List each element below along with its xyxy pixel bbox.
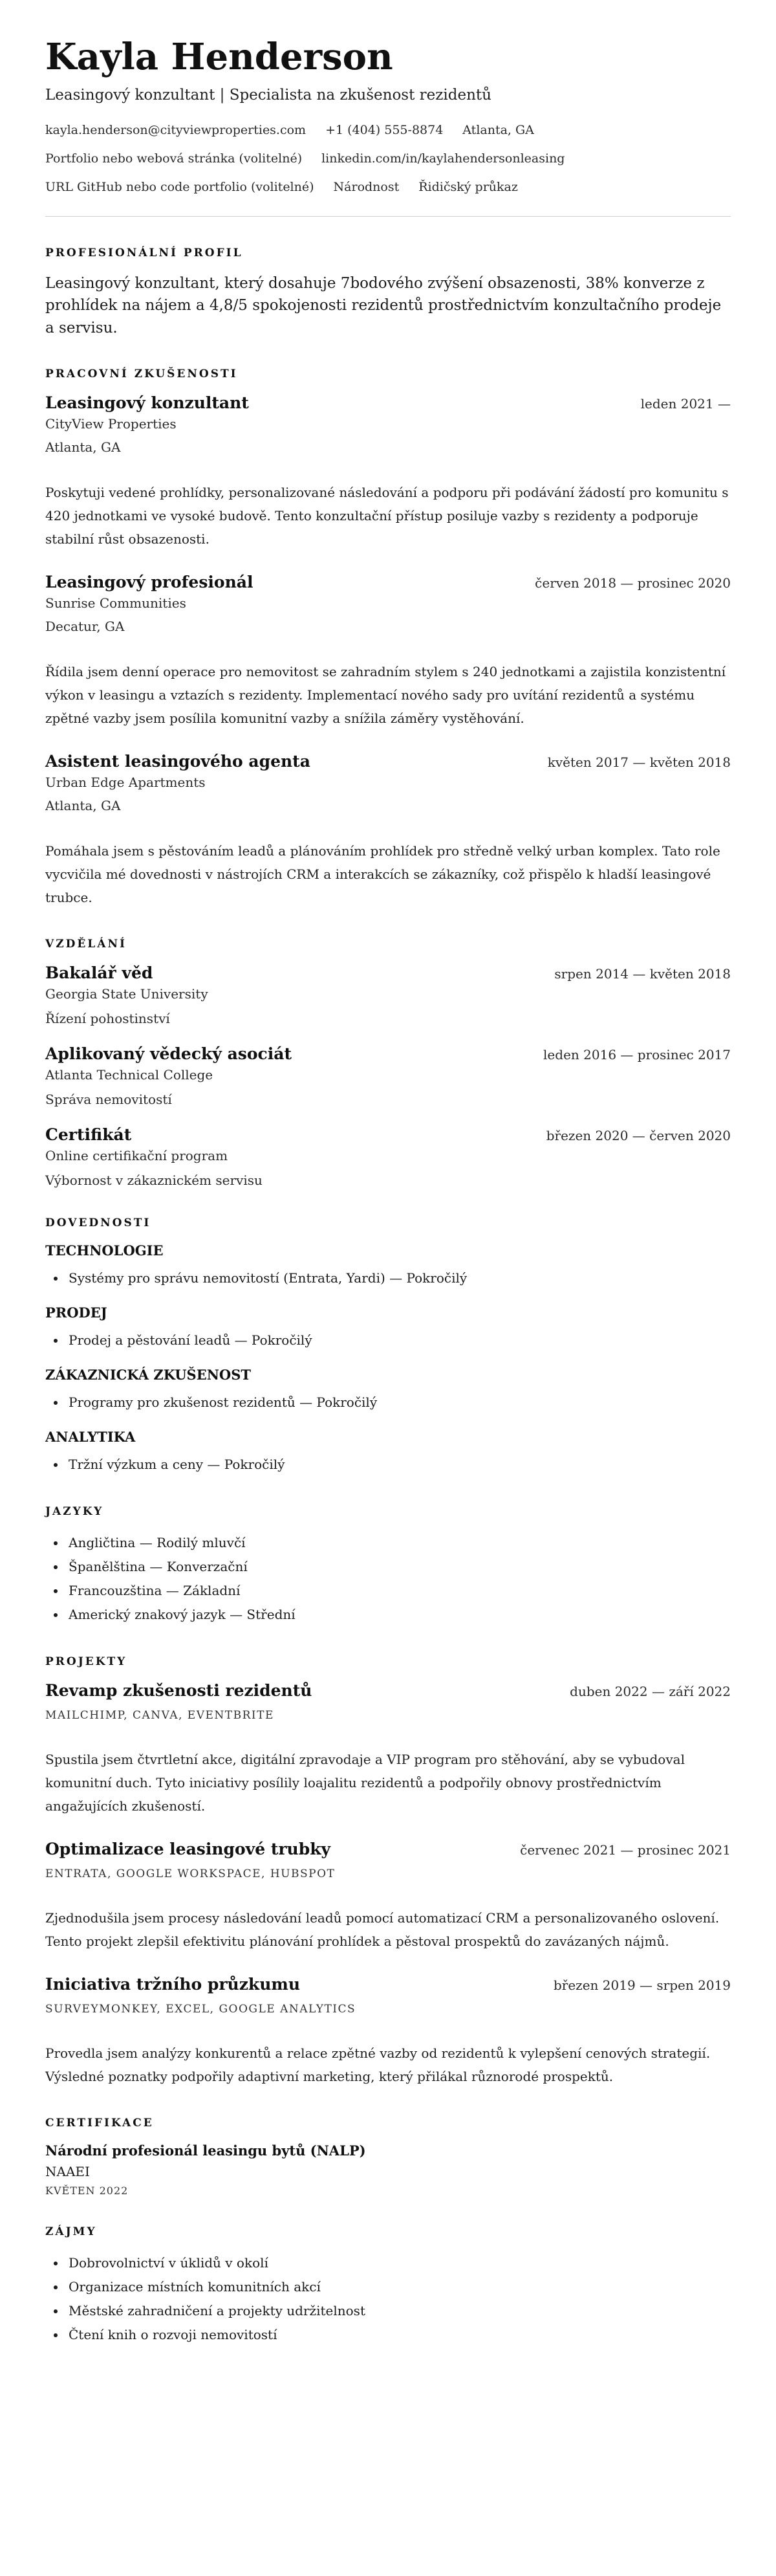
job-location: Atlanta, GA [45, 798, 121, 814]
language-item: • Španělština — Konverzační [66, 1555, 731, 1579]
candidate-name: Kayla Henderson [45, 36, 393, 78]
project-tech: SURVEYMONKEY, EXCEL, GOOGLE ANALYTICS [45, 2003, 356, 2016]
project-description: Spustila jsem čtvrtletní akce, digitální zpravodaje a VIP program pro stěhování, aby se vybudoval komunitní duch. Tyto iniciativy posílily loajalitu rezidentů a podpořily obnovy prostřednictvím angažujících zkušeností. [45, 1752, 685, 1814]
project-name: Optimalizace leasingové trubky [45, 1840, 331, 1859]
resume-header [45, 38, 731, 194]
profile-summary: Leasingový konzultant, který dosahuje 7bodového zvýšení obsazenosti, 38% konverze z prohlídek na nájem a 4,8/5 spokojenosti rezidentů prostřednictvím konzultačního prodeje a servisu. [45, 274, 722, 336]
experience-title: PRACOVNÍ ZKUŠENOSTI [45, 368, 238, 381]
job-description: Pomáhala jsem s pěstováním leadů a plánováním prohlídek pro středně velký urban komplex. Tato role vycvičila mé dovednosti v nástrojích CRM a interakcích se zákazníky, což přispělo k hladší leasingové trubce. [45, 843, 720, 906]
language-item: • Angličtina — Rodilý mluvčí [66, 1531, 731, 1555]
contact-nationality: Národnost [333, 179, 400, 194]
contact-row-1 [45, 123, 731, 137]
interest-item: • Dobrovolnictví v úklidů v okolí [66, 2251, 731, 2275]
skill-category: TECHNOLOGIE [45, 1242, 164, 1259]
project-date: červenec 2021 — prosinec 2021 [520, 1842, 731, 1858]
language-item: • Americký znakový jazyk — Střední [66, 1603, 731, 1627]
interest-item: • Čtení knih o rozvoji nemovitostí [66, 2323, 731, 2347]
experience-section [45, 368, 731, 909]
certifications-section [45, 2117, 731, 2197]
languages-section [45, 1505, 731, 1627]
projects-title: PROJEKTY [45, 1655, 127, 1669]
job-description: Poskytuji vedené prohlídky, personalizované následování a podporu při podávání žádostí pro komunitu s 420 jednotkami ve vysoké budově. Tento konzultační přístup posiluje vazby s rezidenty a podporuje stabilní růst obsazenosti. [45, 485, 729, 547]
degree-date: leden 2016 — prosinec 2017 [543, 1047, 731, 1063]
contact-row-3 [45, 180, 731, 194]
interest-item: • Organizace místních komunitních akcí [66, 2275, 731, 2299]
job-date: červen 2018 — prosinec 2020 [535, 575, 731, 591]
skill-item: • Systémy pro správu nemovitostí (Entrata, Yardi) — Pokročilý [66, 1266, 731, 1290]
project-entry [45, 1975, 731, 2088]
contact-row-2 [45, 151, 731, 166]
school-name: Georgia State University [45, 986, 208, 1002]
job-company: Urban Edge Apartments [45, 775, 206, 791]
project-date: březen 2019 — srpen 2019 [553, 1977, 731, 1994]
contact-portfolio[interactable]: Portfolio nebo webová stránka (volitelné) [45, 151, 303, 166]
header-divider [45, 216, 731, 217]
interests-section [45, 2225, 731, 2347]
job-description: Řídila jsem denní operace pro nemovitost se zahradním stylem s 240 jednotkami a zajistila konzistentní výkon v leasingu a vztazích s rezidenty. Implementací nového sady pro uvítání rezidentů a systému zpětné vazby jsem posílila komunitní vazby a snížila záměry vystěhování. [45, 664, 726, 727]
project-entry [45, 1681, 731, 1818]
candidate-headline: Leasingový konzultant | Specialista na zkušenost rezidentů [45, 86, 491, 104]
job-location: Atlanta, GA [45, 439, 121, 456]
project-tech: ENTRATA, GOOGLE WORKSPACE, HUBSPOT [45, 1867, 336, 1881]
skill-list [45, 1266, 731, 1290]
interest-list [45, 2251, 731, 2347]
experience-entry [45, 393, 731, 551]
skill-category: PRODEJ [45, 1305, 107, 1321]
skills-section [45, 1216, 731, 1477]
degree-field: Řízení pohostinství [45, 1011, 170, 1027]
school-name: Online certifikační program [45, 1148, 228, 1164]
certification-date: KVĚTEN 2022 [45, 2185, 129, 2197]
project-name: Revamp zkušenosti rezidentů [45, 1681, 312, 1701]
profile-title: PROFESIONÁLNÍ PROFIL [45, 246, 243, 259]
interest-item: • Městské zahradničení a projekty udržitelnost [66, 2299, 731, 2323]
project-description: Provedla jsem analýzy konkurentů a relace zpětné vazby od rezidentů k vylepšení cenových strategií. Výsledné poznatky podpořily adaptivní marketing, který přilákal různorodé prospektů. [45, 2045, 711, 2085]
school-name: Atlanta Technical College [45, 1067, 213, 1083]
project-description: Zjednodušila jsem procesy následování leadů pomocí automatizací CRM a personalizovaného oslovení. Tento projekt zlepšil efektivitu plánování prohlídek a pěstoval prospektů do zavázaných nájmů. [45, 1910, 720, 1950]
job-date: leden 2021 — [640, 396, 731, 412]
skill-list [45, 1391, 731, 1415]
degree-field: Výbornost v zákaznickém servisu [45, 1172, 263, 1189]
skill-category: ZÁKAZNICKÁ ZKUŠENOST [45, 1367, 251, 1383]
language-list [45, 1531, 731, 1627]
projects-section [45, 1655, 731, 2088]
education-entry [45, 1044, 731, 1107]
skill-item: • Programy pro zkušenost rezidentů — Pokročilý [66, 1391, 731, 1415]
certification-issuer: NAAEI [45, 2164, 90, 2180]
skill-category: ANALYTIKA [45, 1429, 136, 1446]
job-role: Asistent leasingového agenta [45, 752, 310, 771]
education-title: VZDĚLÁNÍ [45, 938, 127, 951]
skills-title: DOVEDNOSTI [45, 1216, 151, 1230]
degree-field: Správa nemovitostí [45, 1092, 172, 1108]
certifications-title: CERTIFIKACE [45, 2117, 154, 2130]
skill-list [45, 1453, 731, 1477]
project-date: duben 2022 — září 2022 [570, 1684, 731, 1700]
language-item: • Francouzština — Základní [66, 1579, 731, 1603]
job-role: Leasingový profesionál [45, 573, 253, 592]
certification-name: Národní profesionál leasingu bytů (NALP) [45, 2142, 366, 2159]
contact-license: Řidičský průkaz [418, 179, 518, 194]
education-entry [45, 1125, 731, 1188]
job-date: květen 2017 — květen 2018 [547, 754, 731, 771]
degree-name: Certifikát [45, 1125, 132, 1145]
project-name: Iniciativa tržního průzkumu [45, 1975, 301, 1994]
education-section [45, 938, 731, 1188]
contact-linkedin[interactable]: linkedin.com/in/kaylahendersonleasing [321, 151, 565, 166]
project-tech: MAILCHIMP, CANVA, EVENTBRITE [45, 1709, 274, 1723]
degree-name: Bakalář věd [45, 963, 153, 983]
languages-title: JAZYKY [45, 1505, 104, 1519]
job-location: Decatur, GA [45, 619, 125, 635]
job-role: Leasingový konzultant [45, 393, 249, 413]
job-company: Sunrise Communities [45, 595, 186, 611]
experience-entry [45, 573, 731, 730]
skill-item: • Prodej a pěstování leadů — Pokročilý [66, 1328, 731, 1352]
experience-entry [45, 752, 731, 909]
skill-item: • Tržní výzkum a ceny — Pokročilý [66, 1453, 731, 1477]
interests-title: ZÁJMY [45, 2225, 97, 2239]
degree-name: Aplikovaný vědecký asociát [45, 1044, 292, 1064]
contact-phone[interactable]: +1 (404) 555-8874 [325, 122, 444, 137]
contact-location: Atlanta, GA [462, 122, 534, 137]
contact-email[interactable]: kayla.henderson@cityviewproperties.com [45, 122, 307, 137]
skill-list [45, 1328, 731, 1352]
profile-section [45, 247, 731, 340]
degree-date: srpen 2014 — květen 2018 [554, 966, 731, 982]
degree-date: březen 2020 — červen 2020 [546, 1128, 731, 1144]
contact-github[interactable]: URL GitHub nebo code portfolio (volitelné) [45, 179, 314, 194]
education-entry [45, 963, 731, 1026]
job-company: CityView Properties [45, 416, 177, 432]
project-entry [45, 1840, 731, 1953]
